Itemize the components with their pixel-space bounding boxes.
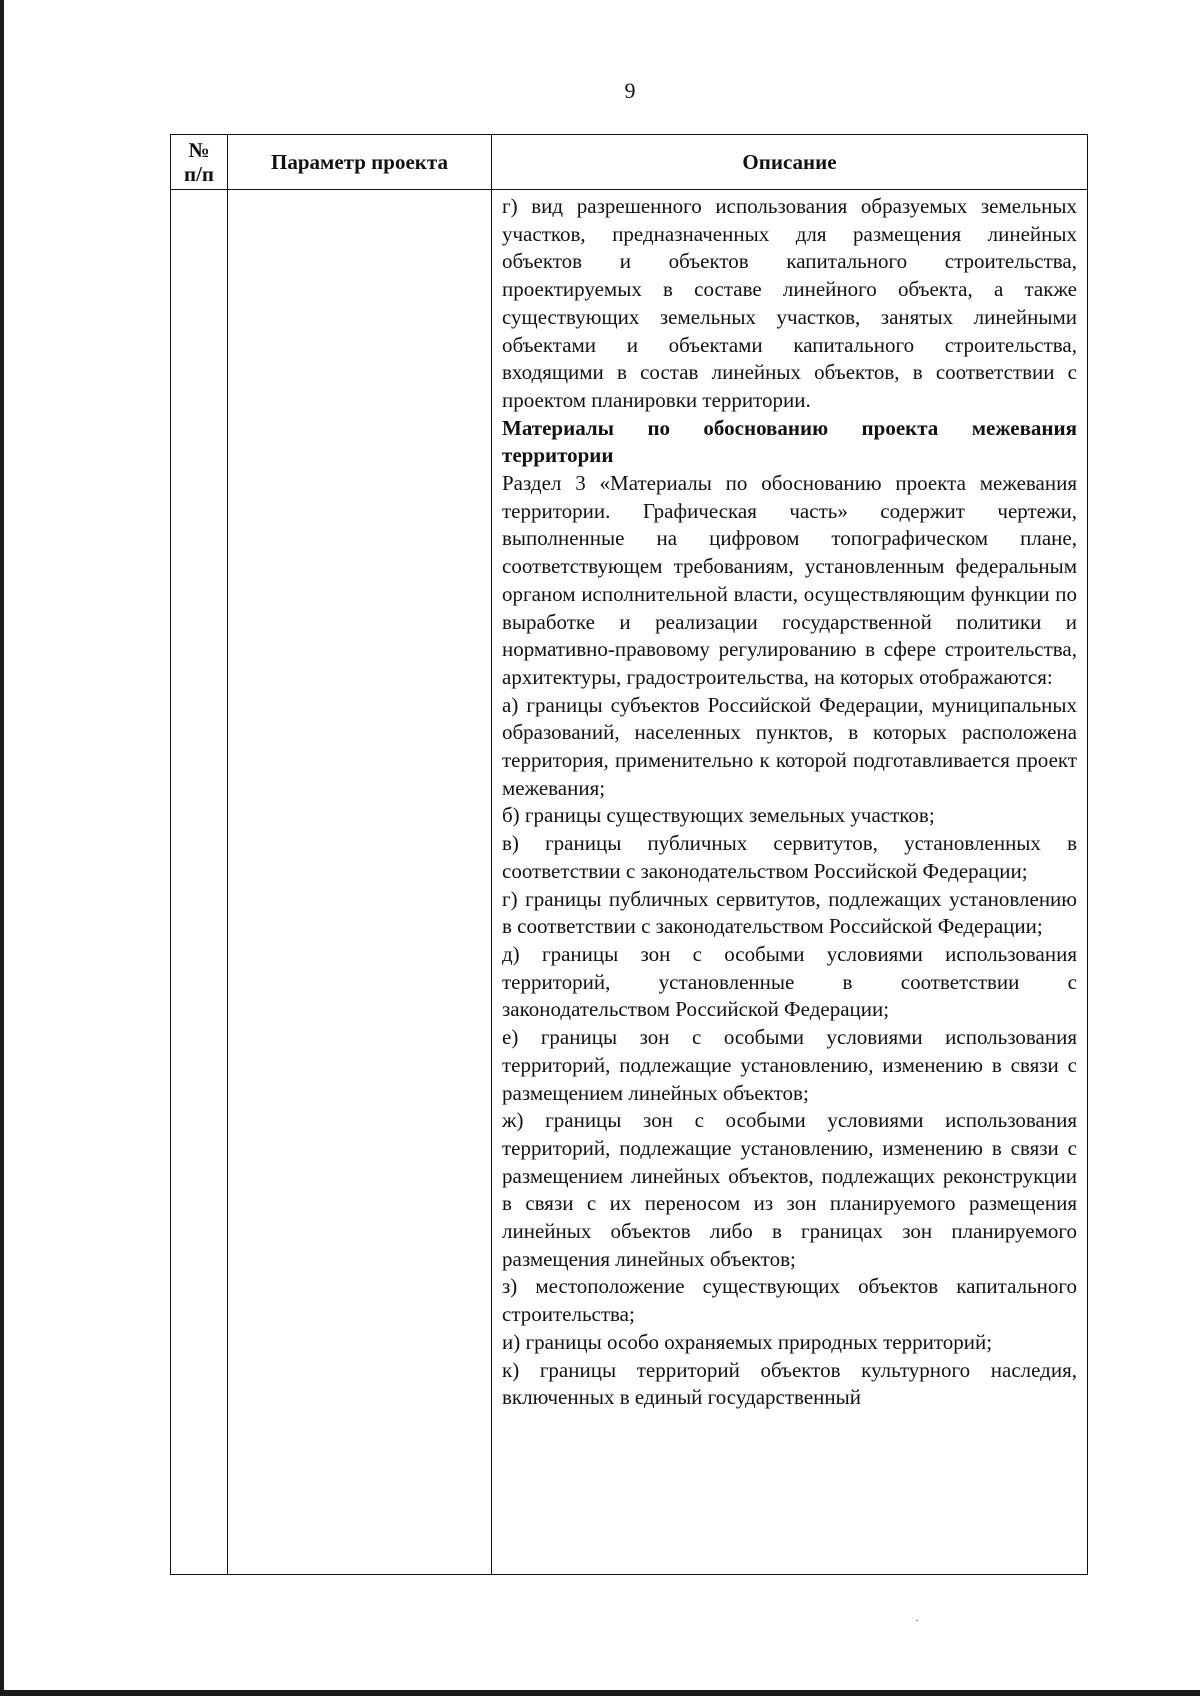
description-paragraph: б) границы существующих земельных участков; [502, 803, 935, 828]
description-paragraph: г) вид разрешенного использования образуемых земельных участков, предназначенных для размещения линейных объектов и объектов капитального строительства, проектируемых в составе линейного объекта, а также существующих земельных участков, занятых линейными объектами и объектами капитального строительства, входящими в состав линейных объектов, в соответствии с проектом планировки территории. [502, 194, 1077, 412]
description-paragraph: е) границы зон с особыми условиями использования территорий, подлежащие установлению, изменению в связи с размещением линейных объектов; [502, 1025, 1077, 1105]
description-paragraph: д) границы зон с особыми условиями использования территорий, установленные в соответствии с законодательством Российской Федерации; [502, 941, 1077, 1022]
row-num-cell [171, 190, 228, 1575]
description-paragraph: к) границы территорий объектов культурного наследия, включенных в единый государственный [502, 1357, 1077, 1410]
description-heading: Материалы по обоснованию проекта межевания территории [502, 415, 1077, 468]
description-paragraph: Раздел 3 «Материалы по обоснованию проекта межевания территории. Графическая часть» содержит чертежи, выполненные на цифровом топографическом плане, соответствующем требованиям, установленным федеральным органом исполнительной власти, осуществляющим функции по выработке и реализации государственной политики и нормативно-правовому регулированию в сфере строительства, архитектуры, градостроительства, на которых отображаются: [502, 471, 1077, 689]
scan-edge-bottom [0, 1690, 1200, 1696]
scan-speck [916, 1620, 918, 1621]
header-num-line2: п/п [183, 162, 215, 186]
header-num [171, 135, 228, 190]
project-parameters-table [170, 134, 1088, 1575]
header-num-line1: № [188, 138, 210, 162]
description-paragraph: и) границы особо охраняемых природных территорий; [502, 1329, 993, 1354]
description-paragraph: в) границы публичных сервитутов, установленных в соответствии с законодательством Российской Федерации; [502, 831, 1077, 883]
row-desc-cell [492, 190, 1088, 1575]
table-header-row [171, 135, 1088, 190]
header-param: Параметр проекта [228, 135, 492, 190]
header-desc: Описание [492, 135, 1088, 190]
table-row [171, 190, 1088, 1575]
scan-edge-left [0, 0, 4, 1696]
description-paragraph: а) границы субъектов Российской Федерации, муниципальных образований, населенных пунктов, в которых расположена территория, применительно к которой подготавливается проект межевания; [502, 692, 1077, 800]
description-paragraph: г) границы публичных сервитутов, подлежащих установлению в соответствии с законодательством Российской Федерации; [502, 886, 1077, 939]
page-number: 9 [624, 78, 636, 103]
description-paragraph: ж) границы зон с особыми условиями использования территорий, подлежащие установлению, изменению в связи с размещением линейных объектов, подлежащих реконструкции в связи с их переносом из зон планируемого размещения линейных объектов либо в границах зон планируемого размещения линейных объектов; [502, 1108, 1077, 1271]
row-param-cell [228, 190, 492, 1575]
description-paragraph: з) местоположение существующих объектов капитального строительства; [502, 1274, 1077, 1327]
